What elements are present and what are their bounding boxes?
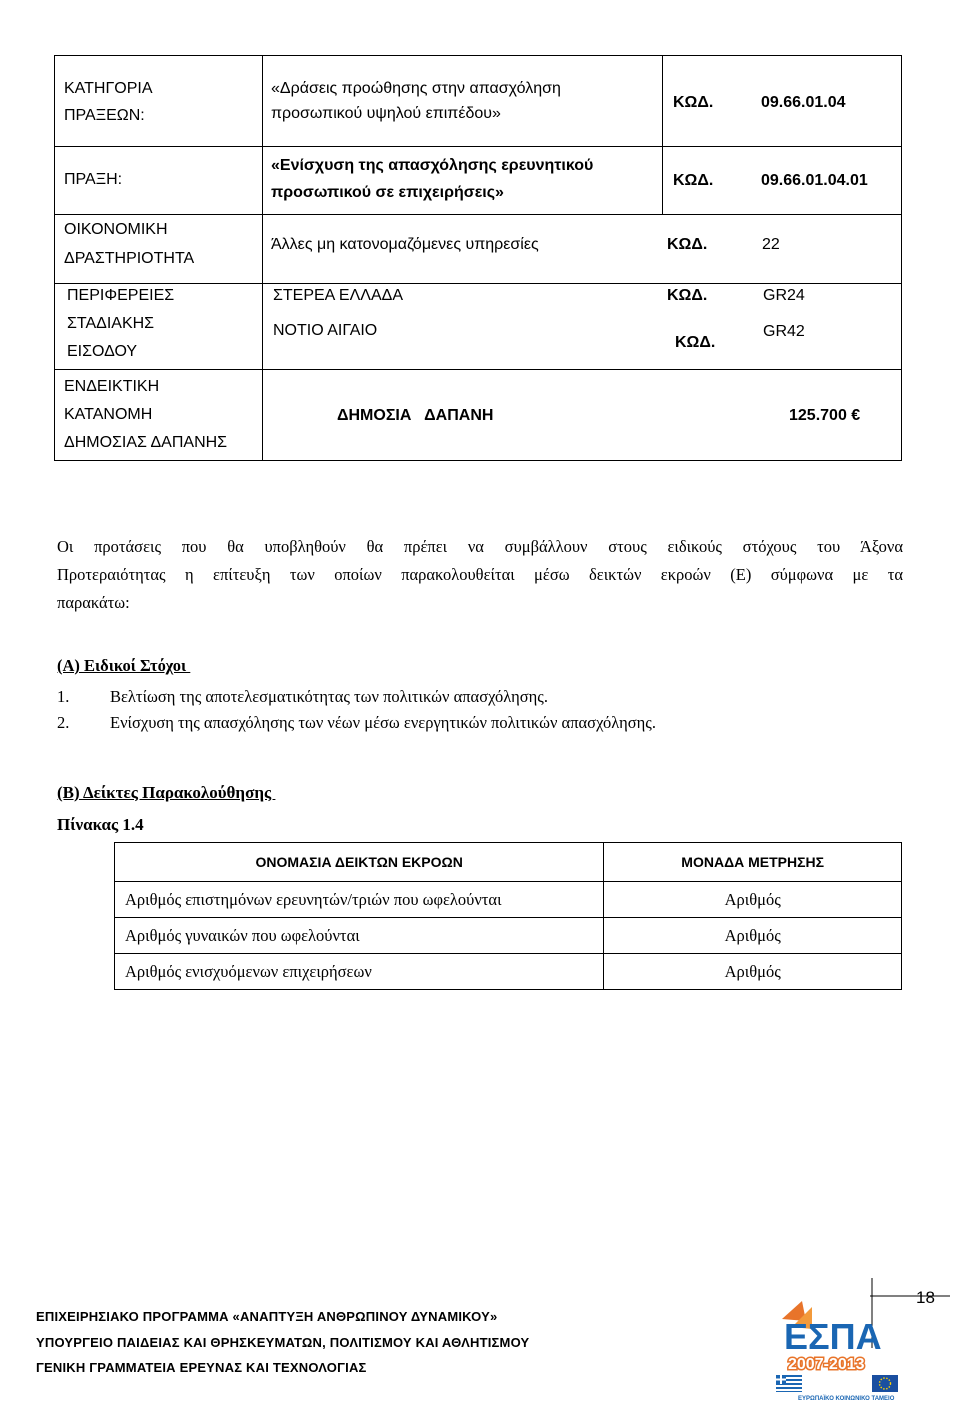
list-item xyxy=(57,713,656,733)
regions-label: ΣΤΑΔΙΑΚΗΣ xyxy=(67,315,155,332)
column-header-unit: ΜΟΝΑΔΑ ΜΕΤΡΗΣΗΣ xyxy=(604,843,902,882)
action-code: 09.66.01.04.01 xyxy=(761,172,868,189)
espa-logo-graphic xyxy=(768,1293,908,1405)
allocation-label: ΔΗΜΟΣΙΑΣ ΔΑΠΑΝΗΣ xyxy=(64,434,228,451)
region-code-label: ΚΩΔ. xyxy=(675,334,716,351)
row-divider xyxy=(55,214,901,215)
indicator-name: Αριθμός επιστημόνων ερευνητών/τριών που ωφελούνται xyxy=(115,882,604,918)
allocation-label: ΚΑΤΑΝΟΜΗ xyxy=(64,406,153,423)
espa-logo xyxy=(768,1293,908,1405)
list-item-text: Βελτίωση της αποτελεσματικότητας των πολιτικών απασχόλησης. xyxy=(110,687,548,706)
footer-ministry: ΥΠΟΥΡΓΕΙΟ ΠΑΙΔΕΙΑΣ ΚΑΙ ΘΡΗΣΚΕΥΜΑΤΩΝ, ΠΟΛΙΤΙΣΜΟΥ ΚΑΙ ΑΘΛΗΤΙΣΜΟΥ xyxy=(36,1335,530,1350)
intro-paragraph xyxy=(57,533,903,617)
footer-program: ΕΠΙΧΕΙΡΗΣΙΑΚΟ ΠΡΟΓΡΑΜΜΑ «ΑΝΑΠΤΥΞΗ ΑΝΘΡΩΠΙΝΟΥ ΔΥΝΑΜΙΚΟΥ» xyxy=(36,1309,498,1324)
column-header-indicator-name: ΟΝΟΜΑΣΙΑ ΔΕΙΚΤΩΝ ΕΚΡΟΩΝ xyxy=(115,843,604,882)
public-expense-label: ΔΗΜΟΣΙΑ ΔΑΠΑΝΗ xyxy=(337,407,494,424)
header-table xyxy=(54,55,902,461)
category-code: 09.66.01.04 xyxy=(761,94,846,111)
indicator-unit: Αριθμός xyxy=(604,954,902,990)
indicator-unit: Αριθμός xyxy=(604,918,902,954)
espa-logo-years: 2007-2013 xyxy=(788,1356,865,1373)
indicator-name: Αριθμός ενισχυόμενων επιχειρήσεων xyxy=(115,954,604,990)
category-label: ΚΑΤΗΓΟΡΙΑ xyxy=(64,80,153,97)
allocation-label: ΕΝΔΕΙΚΤΙΚΗ xyxy=(64,378,160,395)
action-code-label: ΚΩΔ. xyxy=(673,172,714,189)
economic-label: ΔΡΑΣΤΗΡΙΟΤΗΤΑ xyxy=(64,250,195,267)
objectives-heading: (Α) Ειδικοί Στόχοι xyxy=(57,656,191,675)
economic-value: Άλλες μη κατονομαζόμενες υπηρεσίες xyxy=(271,236,539,253)
category-label: ΠΡΑΞΕΩΝ: xyxy=(64,107,145,124)
intro-line: Οι προτάσεις που θα υποβληθούν θα πρέπει να συμβάλλουν στους ειδικούς στόχους του Άξονα xyxy=(57,537,903,556)
indicator-name: Αριθμός γυναικών που ωφελούνται xyxy=(115,918,604,954)
table-row xyxy=(115,882,902,918)
table-header-row xyxy=(115,843,902,882)
economic-code-label: ΚΩΔ. xyxy=(667,236,708,253)
region-code: GR42 xyxy=(763,323,805,340)
column-divider xyxy=(262,56,263,461)
table-caption: Πίνακας 1.4 xyxy=(57,815,144,834)
footer-secretariat: ΓΕΝΙΚΗ ΓΡΑΜΜΑΤΕΙΑ ΕΡΕΥΝΑΣ ΚΑΙ ΤΕΧΝΟΛΟΓΙΑΣ xyxy=(36,1360,367,1375)
action-label: ΠΡΑΞΗ: xyxy=(64,171,123,188)
list-item-number: 1. xyxy=(57,687,70,706)
row-divider xyxy=(55,146,901,147)
indicators-heading: (Β) Δείκτες Παρακολούθησης xyxy=(57,783,276,802)
region-code-label: ΚΩΔ. xyxy=(667,287,708,304)
category-code-label: ΚΩΔ. xyxy=(673,94,714,111)
espa-logo-subtitle: ΕΥΡΩΠΑΪΚΟ ΚΟΙΝΩΝΙΚΟ ΤΑΜΕΙΟ xyxy=(798,1396,895,1402)
table-row xyxy=(115,918,902,954)
intro-line: παρακάτω: xyxy=(57,593,130,612)
list-item-number: 2. xyxy=(57,713,70,732)
espa-logo-text: ΕΣΠΑ xyxy=(784,1316,882,1357)
row-divider xyxy=(55,369,901,370)
region-code: GR24 xyxy=(763,287,805,304)
region-name: ΝΟΤΙΟ ΑΙΓΑΙΟ xyxy=(273,322,378,339)
category-value: προσωπικού υψηλού επιπέδου» xyxy=(271,105,501,122)
region-name: ΣΤΕΡΕΑ ΕΛΛΑΔΑ xyxy=(273,287,403,304)
action-value: προσωπικού σε επιχειρήσεις» xyxy=(271,184,504,201)
indicator-unit: Αριθμός xyxy=(604,882,902,918)
page-number: 18 xyxy=(916,1288,935,1307)
economic-code: 22 xyxy=(762,236,780,253)
indicators-table xyxy=(114,842,902,990)
category-value: «Δράσεις προώθησης στην απασχόληση xyxy=(271,80,561,97)
row-divider xyxy=(55,283,901,284)
regions-label: ΕΙΣΟΔΟΥ xyxy=(67,343,138,360)
regions-label: ΠΕΡΙΦΕΡΕΙΕΣ xyxy=(67,287,175,304)
list-item-text: Ενίσχυση της απασχόλησης των νέων μέσω ενεργητικών πολιτικών απασχόλησης. xyxy=(110,713,656,732)
action-value: «Ενίσχυση της απασχόλησης ερευνητικού xyxy=(271,157,594,174)
code-column-divider xyxy=(662,56,663,214)
table-row xyxy=(115,954,902,990)
economic-label: ΟΙΚΟΝΟΜΙΚΗ xyxy=(64,221,168,238)
intro-line: Προτεραιότητας η επίτευξη των οποίων παρακολουθείται μέσω δεικτών εκροών (Ε) σύμφωνα με τα xyxy=(57,565,903,584)
public-expense-value: 125.700 € xyxy=(789,407,861,424)
list-item xyxy=(57,687,548,707)
